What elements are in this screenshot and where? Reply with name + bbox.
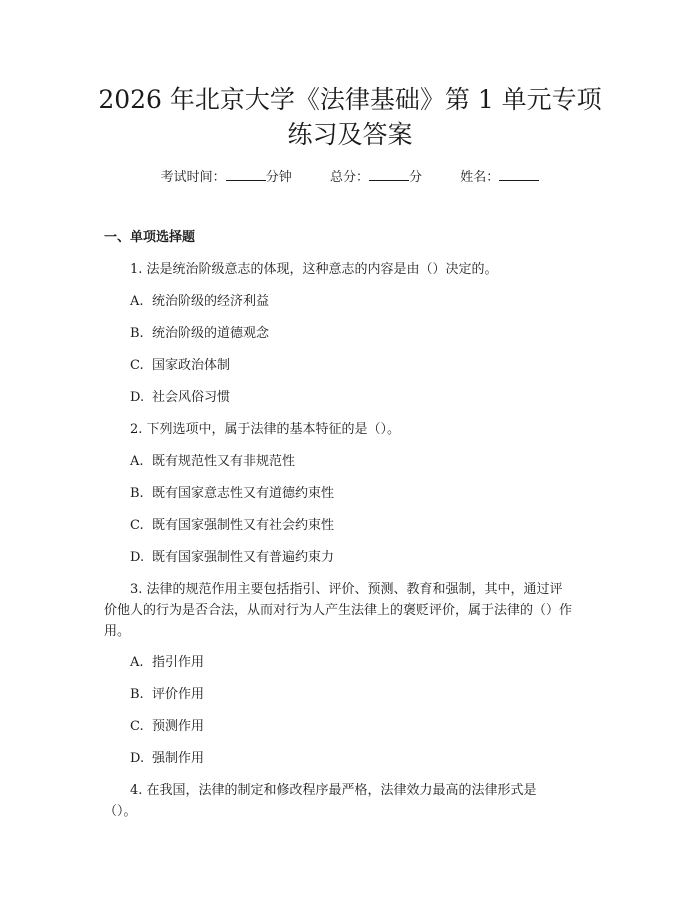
question-2-option-a <box>130 452 295 472</box>
question-2-text: 2. 下列选项中，属于法律的基本特征的是（）。 <box>130 422 401 437</box>
option-letter: A. <box>130 454 144 469</box>
option-letter: C. <box>130 518 144 533</box>
option-letter: B. <box>130 326 144 341</box>
option-text: 既有国家强制性又有社会约束性 <box>152 518 335 533</box>
option-text: 既有规范性又有非规范性 <box>152 454 296 469</box>
question-1-text: 1. 法是统治阶级意志的体现，这种意志的内容是由（）决定的。 <box>130 262 498 277</box>
option-text: 既有国家意志性又有道德约束性 <box>152 486 335 501</box>
option-letter: A. <box>130 655 144 670</box>
option-letter: C. <box>130 358 144 373</box>
score-label: 总分： <box>329 170 369 185</box>
question-3-text-line-3: 用。 <box>104 624 131 639</box>
option-text: 既有国家强制性又有普遍约束力 <box>152 550 335 565</box>
time-unit: 分钟 <box>265 170 292 185</box>
question-3-option-b <box>130 685 204 705</box>
option-text: 社会风俗习惯 <box>152 390 231 405</box>
question-1-option-b <box>130 324 269 344</box>
section-title: 一、单项选择题 <box>104 230 196 245</box>
option-letter: B. <box>130 486 144 501</box>
question-4-text-line-2: （）。 <box>104 804 137 819</box>
option-text: 统治阶级的道德观念 <box>152 326 270 341</box>
question-3-option-d <box>130 749 204 769</box>
time-label: 考试时间： <box>160 170 226 185</box>
option-text: 评价作用 <box>152 687 205 702</box>
score-unit: 分 <box>409 170 423 185</box>
option-letter: B. <box>130 687 144 702</box>
option-text: 预测作用 <box>152 719 205 734</box>
name-blank <box>499 168 539 181</box>
document-title-line-2: 练习及答案 <box>287 120 413 149</box>
document-title-line-1: 2026 年北京大学《法律基础》第 1 单元专项 <box>98 85 602 114</box>
option-text: 指引作用 <box>152 655 205 670</box>
question-1-option-a <box>130 292 269 312</box>
option-text: 统治阶级的经济利益 <box>152 294 270 309</box>
question-3-text-line-2: 价他人的行为是否合法，从而对行为人产生法律上的褒贬评价，属于法律的（）作 <box>104 603 573 618</box>
option-text: 国家政治体制 <box>152 358 231 373</box>
option-letter: A. <box>130 294 144 309</box>
question-2-option-c <box>130 516 334 536</box>
name-label: 姓名： <box>460 170 500 185</box>
option-letter: C. <box>130 719 144 734</box>
option-letter: D. <box>130 751 145 766</box>
question-4-text-line-1: 4. 在我国，法律的制定和修改程序最严格，法律效力最高的法律形式是 <box>130 783 537 798</box>
question-1-option-c <box>130 356 230 376</box>
exam-meta-row <box>0 168 700 188</box>
question-2-option-b <box>130 484 334 504</box>
question-1-option-d <box>130 388 230 408</box>
question-3-text-line-1: 3. 法律的规范作用主要包括指引、评价、预测、教育和强制，其中，通过评 <box>130 582 563 597</box>
time-blank <box>226 168 266 181</box>
score-blank <box>369 168 409 181</box>
question-3-option-c <box>130 717 204 737</box>
option-letter: D. <box>130 550 145 565</box>
option-letter: D. <box>130 390 145 405</box>
option-text: 强制作用 <box>152 751 205 766</box>
question-2-option-d <box>130 548 334 568</box>
question-3-option-a <box>130 653 204 673</box>
